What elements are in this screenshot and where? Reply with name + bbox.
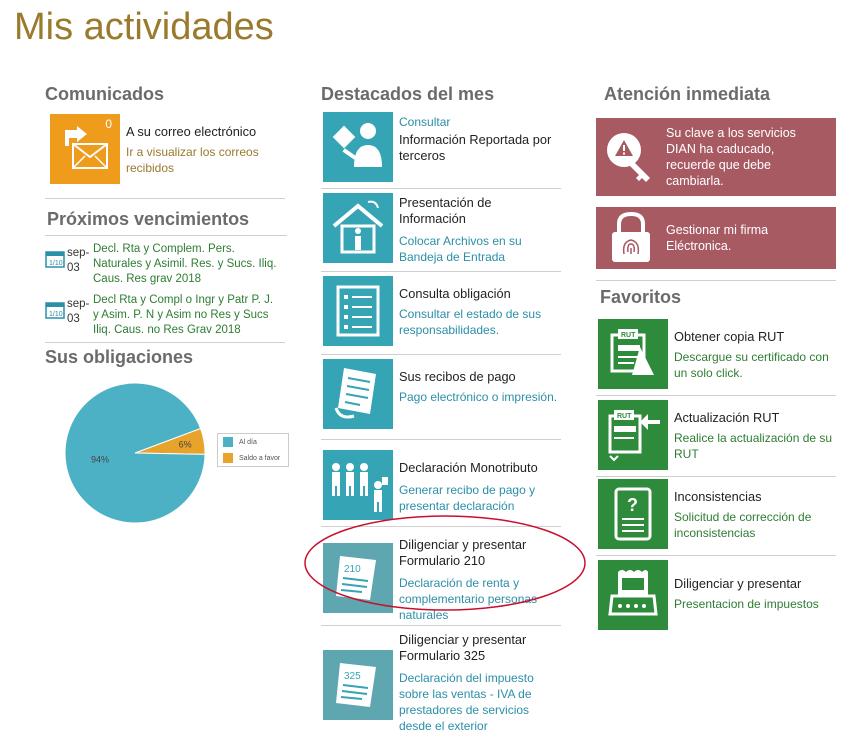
destacado-item-4[interactable]	[321, 359, 561, 440]
atencion-title: Atención inmediata	[604, 84, 771, 104]
consulta-obligacion-link[interactable]: Consultar el estado de sus responsabilidades.	[399, 307, 542, 337]
inconsistencias-link[interactable]: Solicitud de corrección de inconsistencias	[674, 510, 812, 540]
vencimiento-desc[interactable]: Decl Rta y Compl o Ingr y Patr P. J. y Asim. P. N y Asim no Res y Sucs Iliq. Caus. no Res Grav 2018	[93, 294, 274, 336]
inconsistencias-tile[interactable]	[598, 479, 668, 549]
receipt-icon	[330, 364, 386, 424]
calendar-icon	[45, 301, 65, 319]
formulario-325-link[interactable]: Declaración del impuesto sobre las ventas - IVA de prestadores de servicios desde el exterior	[399, 671, 534, 733]
firma-electronica-text[interactable]: Gestionar mi firma Eléctronica.	[666, 223, 769, 253]
actualizacion-rut-link[interactable]: Realice la actualización de su RUT	[674, 431, 833, 461]
presentacion-title: Presentación de Información	[399, 195, 492, 226]
monotributo-tile[interactable]	[323, 450, 393, 520]
favorito-item-2[interactable]	[596, 400, 836, 477]
destacado-item-2[interactable]	[321, 193, 561, 272]
svg-text:?: ?	[627, 495, 638, 515]
consulta-obligacion-title: Consulta obligación	[399, 286, 511, 301]
left-column	[45, 84, 285, 533]
pie-label: 94%	[91, 454, 110, 465]
clave-caducada-text[interactable]: Su clave a los servicios DIAN ha caducado, recuerde que debe cambiarla.	[666, 126, 796, 188]
formulario-210-title: Diligenciar y presentar Formulario 210	[399, 537, 527, 568]
rut-document-icon	[604, 325, 662, 383]
payment-terminal-icon	[604, 566, 662, 624]
rut-update-icon	[604, 406, 662, 464]
legend-swatch	[223, 453, 233, 463]
people-icon	[326, 455, 390, 515]
lock-fingerprint-icon	[608, 210, 654, 266]
monotributo-link[interactable]: Generar recibo de pago y presentar declaración	[399, 483, 536, 513]
recibos-tile[interactable]	[323, 359, 393, 429]
destacado-item-5[interactable]	[321, 450, 561, 527]
form-325-icon	[330, 657, 386, 713]
actualizacion-rut-title: Actualización RUT	[674, 410, 780, 425]
vencimiento-date: sep-03	[67, 298, 90, 325]
vencimientos-list	[45, 242, 285, 338]
consulta-obligacion-tile[interactable]	[323, 276, 393, 346]
legend-label: Saldo a favor	[239, 454, 281, 462]
destacado-item-6[interactable]	[321, 535, 561, 626]
middle-column	[321, 84, 561, 740]
legend-label: Al día	[239, 438, 257, 446]
key-warning-icon	[602, 128, 660, 186]
actualizacion-rut-tile[interactable]	[598, 400, 668, 470]
vencimiento-desc[interactable]: Decl. Rta y Complem. Pers. Naturales y Asimil. Res. y Sucs. Iliq. Caus. Res grav 2018	[93, 243, 277, 285]
person-form-icon	[328, 117, 388, 177]
formulario-210-tile[interactable]	[323, 543, 393, 613]
page-title: Mis actividades	[14, 6, 274, 48]
obligaciones-chart	[45, 373, 285, 533]
legend-item-al-dia	[218, 434, 288, 450]
pie-legend	[217, 433, 289, 467]
svg-text:1/10: 1/10	[49, 311, 63, 318]
comunicados-card[interactable]	[45, 114, 285, 199]
firma-electronica-alert[interactable]	[596, 207, 836, 269]
copia-rut-link[interactable]: Descargue su certificado con un solo click.	[674, 350, 829, 380]
right-column	[596, 84, 836, 636]
rut-label: RUT	[621, 332, 636, 339]
consultar-title: Información Reportada por terceros	[399, 132, 552, 163]
destacados-title: Destacados del mes	[321, 84, 495, 104]
vencimientos-title: Próximos vencimientos	[45, 209, 287, 236]
copia-rut-title: Obtener copia RUT	[674, 329, 785, 344]
calendar-icon	[45, 250, 65, 268]
email-tile[interactable]	[50, 114, 120, 184]
formulario-325-title: Diligenciar y presentar Formulario 325	[399, 632, 527, 663]
diligenciar-tile[interactable]	[598, 560, 668, 630]
consultar-link[interactable]: Consultar	[399, 115, 451, 129]
favorito-item-3[interactable]	[596, 479, 836, 556]
comunicados-link[interactable]: Ir a visualizar los correos recibidos	[126, 145, 259, 175]
diligenciar-title: Diligenciar y presentar	[674, 576, 802, 591]
destacado-item-7[interactable]	[321, 630, 561, 740]
recibos-link[interactable]: Pago electrónico o impresión.	[399, 390, 558, 404]
document-list-icon	[332, 283, 384, 339]
vencimiento-item-2[interactable]	[45, 293, 285, 338]
presentacion-tile[interactable]	[323, 193, 393, 263]
diligenciar-link[interactable]: Presentacion de impuestos	[674, 597, 819, 611]
question-document-icon	[608, 485, 658, 543]
legend-swatch	[223, 437, 233, 447]
vencimiento-date: sep-03	[67, 247, 90, 274]
form-210-icon	[330, 550, 386, 606]
presentacion-link[interactable]: Colocar Archivos en su Bandeja de Entrada	[399, 234, 522, 264]
favoritos-title: Favoritos	[600, 287, 682, 307]
rut-label: RUT	[617, 413, 632, 420]
formulario-210-link[interactable]: Declaración de renta y complementario personas naturales	[399, 576, 538, 622]
badge-count: 0	[105, 117, 112, 131]
comunicados-card-title: A su correo electrónico	[126, 124, 257, 139]
favorito-item-1[interactable]	[596, 319, 836, 396]
pie-chart	[55, 373, 225, 533]
envelope-icon	[59, 126, 111, 172]
form-325-number: 325	[344, 671, 361, 682]
comunicados-title: Comunicados	[45, 84, 165, 104]
recibos-title: Sus recibos de pago	[399, 369, 516, 384]
copia-rut-tile[interactable]	[598, 319, 668, 389]
monotributo-title: Declaración Monotributo	[399, 460, 538, 475]
destacado-item-1[interactable]	[321, 112, 561, 189]
legend-item-saldo	[218, 450, 288, 466]
favorito-item-4[interactable]	[596, 560, 836, 636]
inconsistencias-title: Inconsistencias	[674, 489, 762, 504]
vencimiento-item-1[interactable]	[45, 242, 285, 287]
form-210-number: 210	[344, 564, 361, 575]
destacado-item-3[interactable]	[321, 276, 561, 355]
pie-label: 6%	[178, 439, 192, 450]
consultar-tile[interactable]	[323, 112, 393, 182]
clave-caducada-alert[interactable]	[596, 118, 836, 196]
obligaciones-title: Sus obligaciones	[45, 347, 194, 367]
svg-text:1/10: 1/10	[49, 260, 63, 267]
formulario-325-tile[interactable]	[323, 650, 393, 720]
house-info-icon	[328, 198, 388, 258]
